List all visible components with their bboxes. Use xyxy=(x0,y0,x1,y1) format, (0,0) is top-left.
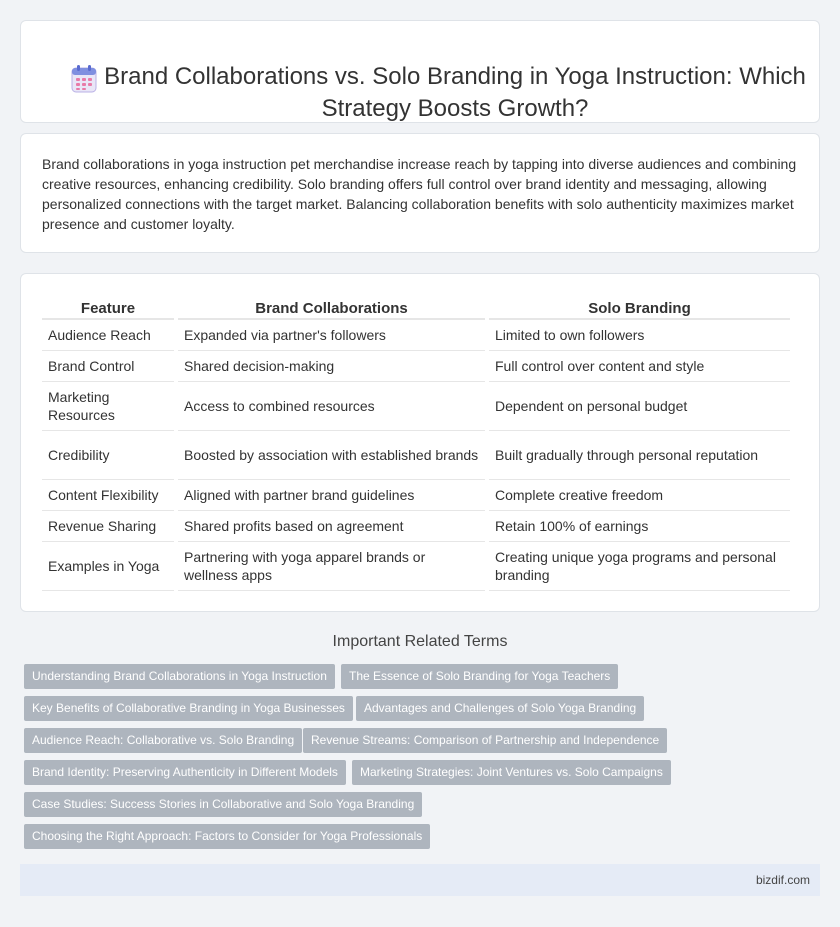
intro-card xyxy=(20,133,820,253)
intro-text: Brand collaborations in yoga instruction pet merchandise increase reach by tapping into diverse audiences and combining creative resources, enhancing credibility. Solo branding offers full control over brand identity and messaging, allowing personalized connections with the target market. Balancing collaboration benefits with solo authenticity maximizes market presence and customer loyalty. xyxy=(42,156,797,232)
related-tag[interactable]: Brand Identity: Preserving Authenticity in Different Models xyxy=(24,760,346,785)
related-tag[interactable]: Revenue Streams: Comparison of Partnership and Independence xyxy=(303,728,667,753)
site-name[interactable]: bizdif.com xyxy=(755,873,810,887)
header-brand-collaborations: Brand Collaborations xyxy=(178,296,485,320)
related-terms-title: Important Related Terms xyxy=(332,633,508,650)
table-cell: Credibility xyxy=(42,431,174,480)
table-cell: Content Flexibility xyxy=(42,480,174,511)
table-cell: Examples in Yoga xyxy=(42,542,174,591)
page-title: Brand Collaborations vs. Solo Branding in Yoga Instruction: Which Strategy Boosts Growth? xyxy=(104,63,806,122)
table-cell: Shared profits based on agreement xyxy=(178,511,485,542)
table-cell: Access to combined resources xyxy=(178,382,485,431)
table-cell: Complete creative freedom xyxy=(489,480,790,511)
table-cell: Aligned with partner brand guidelines xyxy=(178,480,485,511)
related-tag[interactable]: Understanding Brand Collaborations in Yoga Instruction xyxy=(24,664,335,689)
header-solo-branding: Solo Branding xyxy=(489,296,790,320)
comparison-card xyxy=(20,273,820,612)
table-cell: Creating unique yoga programs and personal branding xyxy=(489,542,790,591)
related-tag[interactable]: The Essence of Solo Branding for Yoga Teachers xyxy=(341,664,618,689)
table-cell: Boosted by association with established brands xyxy=(178,431,485,480)
table-cell: Marketing Resources xyxy=(42,382,174,431)
related-tag[interactable]: Case Studies: Success Stories in Collaborative and Solo Yoga Branding xyxy=(24,792,422,817)
table-cell: Dependent on personal budget xyxy=(489,382,790,431)
footer xyxy=(20,864,820,896)
related-tag[interactable]: Marketing Strategies: Joint Ventures vs. Solo Campaigns xyxy=(352,760,671,785)
table-cell: Revenue Sharing xyxy=(42,511,174,542)
header-feature: Feature xyxy=(42,296,174,320)
related-tag[interactable]: Audience Reach: Collaborative vs. Solo Branding xyxy=(24,728,302,753)
table-row xyxy=(42,542,790,591)
table-row xyxy=(42,351,790,382)
related-tag[interactable]: Advantages and Challenges of Solo Yoga Branding xyxy=(356,696,644,721)
related-tag[interactable]: Choosing the Right Approach: Factors to Consider for Yoga Professionals xyxy=(24,824,430,849)
table-row xyxy=(42,480,790,511)
table-cell: Built gradually through personal reputation xyxy=(489,431,790,480)
table-row xyxy=(42,382,790,431)
table-cell: Expanded via partner's followers xyxy=(178,320,485,351)
table-cell: Shared decision-making xyxy=(178,351,485,382)
table-row xyxy=(42,320,790,351)
table-row xyxy=(42,511,790,542)
related-tag[interactable]: Key Benefits of Collaborative Branding in Yoga Businesses xyxy=(24,696,353,721)
table-row xyxy=(42,431,790,480)
table-cell: Retain 100% of earnings xyxy=(489,511,790,542)
table-cell: Full control over content and style xyxy=(489,351,790,382)
comparison-table xyxy=(38,296,794,591)
table-cell: Partnering with yoga apparel brands or wellness apps xyxy=(178,542,485,591)
calendar-icon xyxy=(71,65,97,93)
title-card xyxy=(20,20,820,123)
table-cell: Audience Reach xyxy=(42,320,174,351)
table-header-row xyxy=(42,296,790,320)
table-cell: Brand Control xyxy=(42,351,174,382)
table-cell: Limited to own followers xyxy=(489,320,790,351)
